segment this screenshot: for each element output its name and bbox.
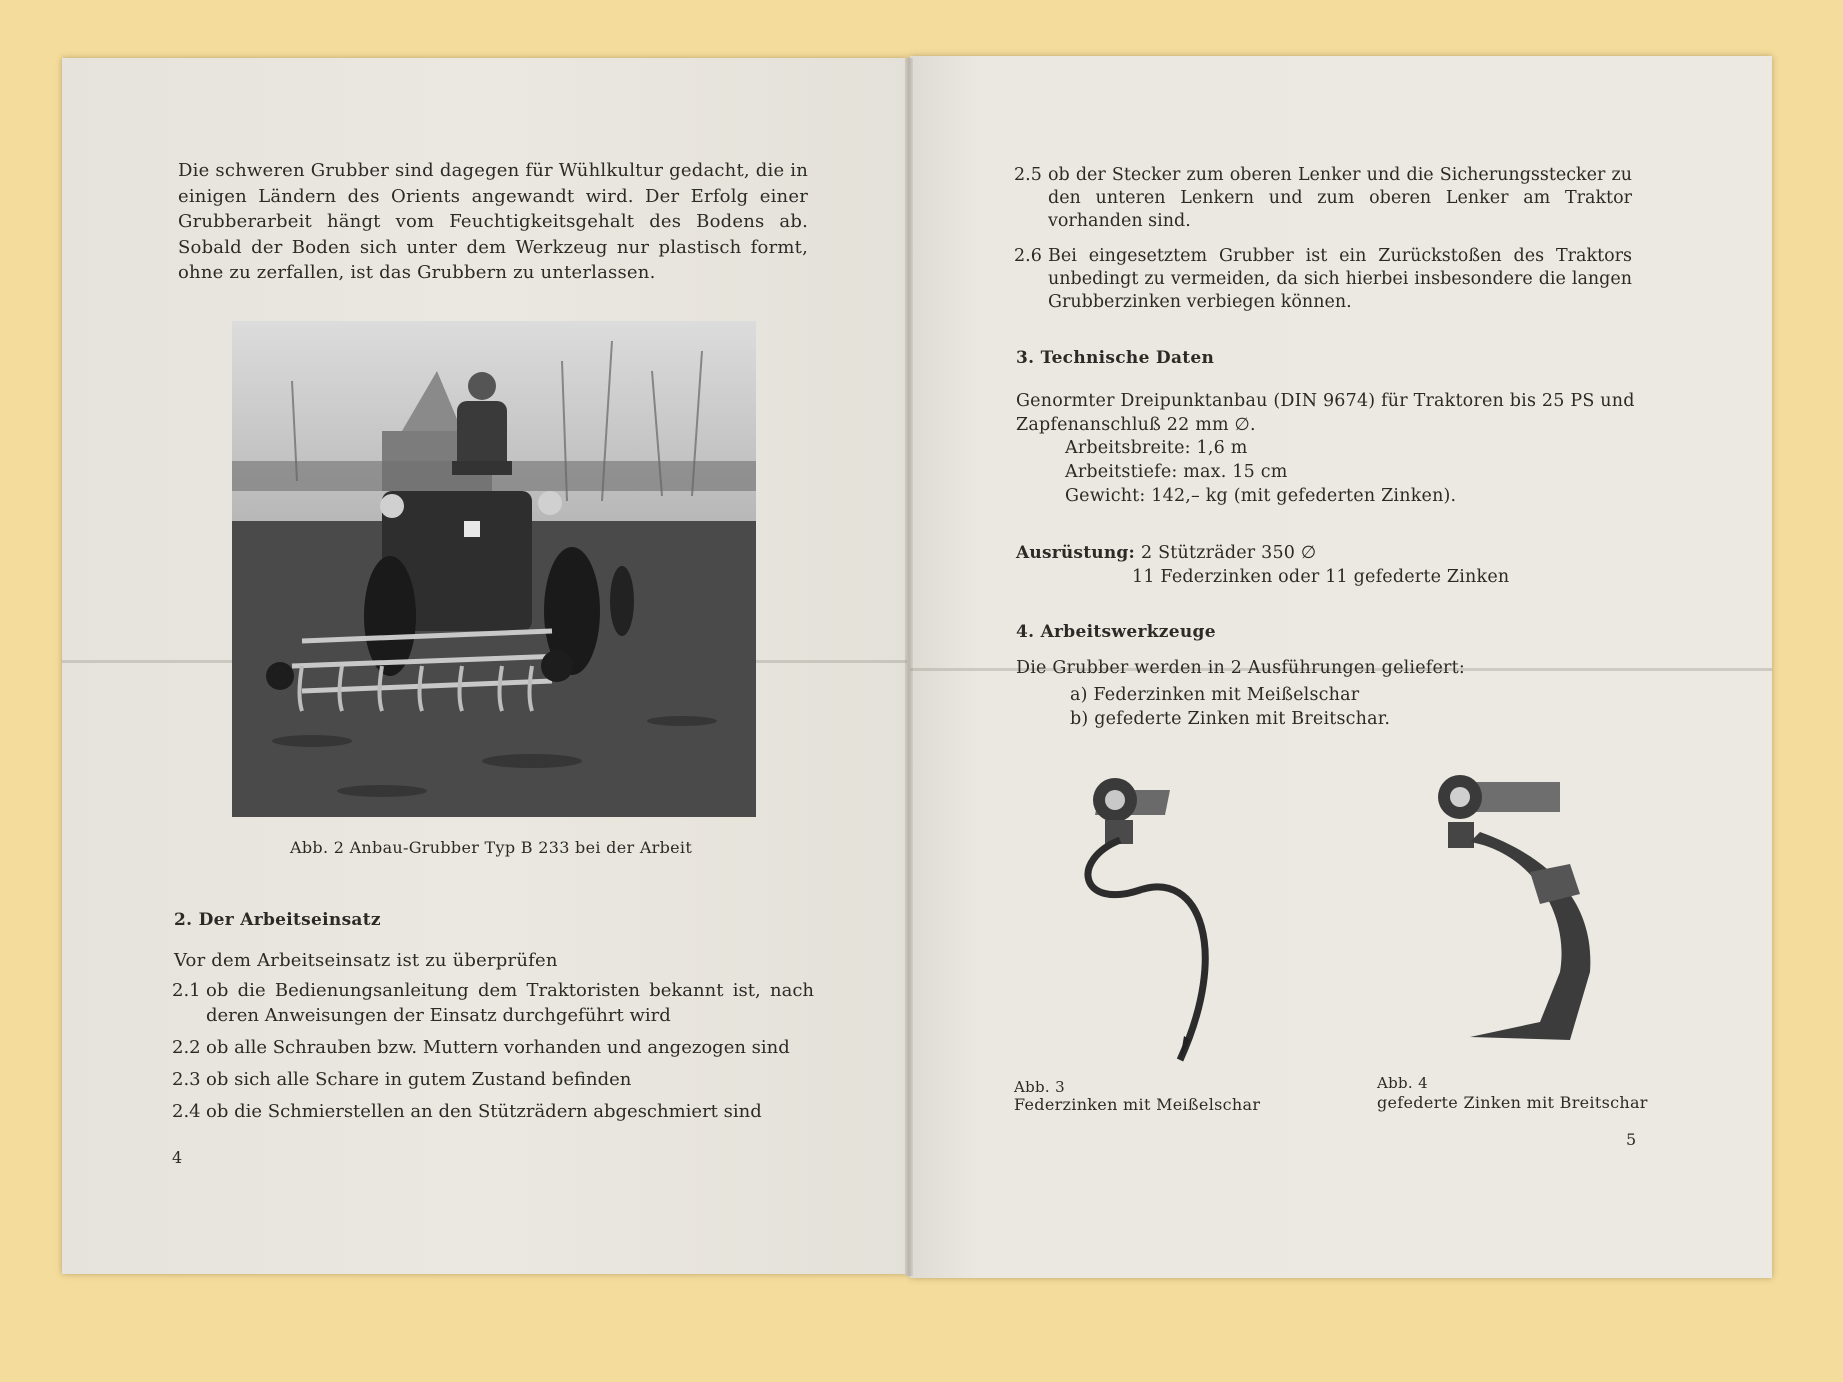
equipment-label: Ausrüstung: — [1016, 543, 1135, 563]
equipment-line-2: 11 Federzinken oder 11 gefederte Zinken — [1132, 567, 1510, 587]
spring-tine-chisel-share-illustration — [1060, 770, 1240, 1070]
checklist-right — [1014, 164, 1632, 321]
checklist-left — [172, 978, 814, 1131]
section-2-intro: Vor dem Arbeitseinsatz ist zu überprüfen — [174, 950, 558, 971]
tech-weight: Gewicht: 142,– kg (mit gefederten Zinken). — [1065, 486, 1457, 506]
figure-2-caption: Abb. 2 Anbau-Grubber Typ B 233 bei der Arbeit — [290, 838, 693, 857]
tools-intro: Die Grubber werden in 2 Ausführungen geliefert: — [1016, 658, 1465, 678]
tech-working-depth: Arbeitstiefe: max. 15 cm — [1065, 462, 1288, 482]
list-item: 2.1 ob die Bedienungsanleitung dem Traktoristen bekannt ist, nach deren Anweisungen der Einsatz durchgeführt wird — [172, 980, 814, 1026]
figure-4-caption: gefederte Zinken mit Breitschar — [1377, 1093, 1648, 1112]
intro-paragraph: Die schweren Grubber sind dagegen für Wühlkultur gedacht, die in einigen Ländern des Orients angewandt wird. Der Erfolg einer Grubberarbeit hängt vom Feuchtigkeitsgehalt des Bodens ab. Sobald der Boden sich unter dem Werkzeug nur plastisch formt, ohne zu zerfallen, ist das Grubbern zu unterlassen. — [178, 160, 808, 283]
list-item: 2.4 ob die Schmierstellen an den Stützrädern abgeschmiert sind — [172, 1101, 762, 1122]
section-4-heading: 4. Arbeitswerkzeuge — [1016, 622, 1216, 642]
tractor-with-cultivator-illustration — [232, 321, 756, 817]
tools-option-b: b) gefederte Zinken mit Breitschar. — [1070, 709, 1391, 729]
list-item: 2.2 ob alle Schrauben bzw. Muttern vorhanden und angezogen sind — [172, 1037, 790, 1058]
list-item: 2.3 ob sich alle Schare in gutem Zustand befinden — [172, 1069, 632, 1090]
section-2-heading: 2. Der Arbeitseinsatz — [174, 910, 381, 930]
tractor-photo — [232, 321, 756, 817]
page-number-right: 5 — [1626, 1130, 1637, 1149]
tech-line-1: Genormter Dreipunktanbau (DIN 9674) für Traktoren bis 25 PS und — [1016, 391, 1635, 411]
section-3-heading: 3. Technische Daten — [1016, 348, 1215, 368]
tech-line-2: Zapfenanschluß 22 mm ∅. — [1016, 415, 1256, 435]
page-number-left: 4 — [172, 1148, 183, 1167]
list-item: 2.6 Bei eingesetztem Grubber ist ein Zurückstoßen des Traktors unbedingt zu vermeiden, da sich hierbei insbesondere die langen Grubberzinken verbiegen können. — [1014, 246, 1632, 312]
list-item: 2.5 ob der Stecker zum oberen Lenker und die Sicherungsstecker zu den unteren Lenkern und zum oberen Lenker am Traktor vorhanden sind. — [1014, 165, 1632, 231]
figure-3-caption: Federzinken mit Meißelschar — [1014, 1095, 1261, 1114]
booklet-spine — [905, 58, 913, 1276]
spring-tine-wide-share-illustration — [1420, 762, 1610, 1052]
tools-option-a: a) Federzinken mit Meißelschar — [1070, 685, 1360, 705]
equipment-line-1: 2 Stützräder 350 ∅ — [1141, 543, 1317, 563]
figure-4-label: Abb. 4 — [1377, 1074, 1428, 1092]
tech-working-width: Arbeitsbreite: 1,6 m — [1065, 438, 1248, 458]
figure-3-label: Abb. 3 — [1014, 1078, 1065, 1096]
